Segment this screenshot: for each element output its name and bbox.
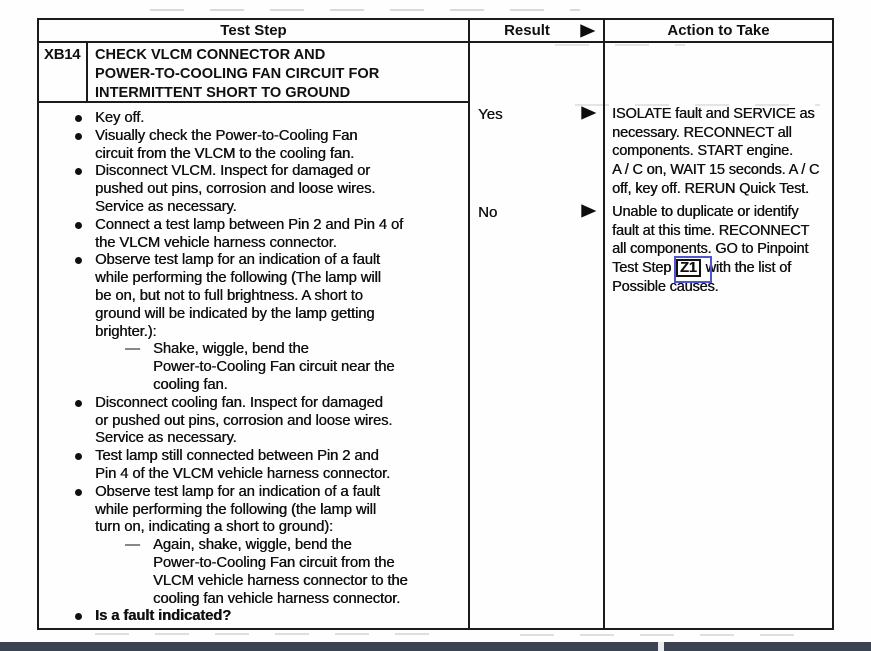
procedure-item <box>71 448 469 484</box>
test-step-title-line: POWER-TO-COOLING FAN CIRCUIT FOR <box>95 66 380 82</box>
procedure-item-text: Test lamp still connected between Pin 2 and Pin 4 of the VLCM vehicle harness connector. <box>95 448 390 482</box>
bullet-icon <box>71 163 95 216</box>
procedure-item <box>71 484 469 537</box>
column-header-test-step: Test Step <box>220 22 287 39</box>
procedure-item <box>71 252 469 341</box>
bullet-icon <box>71 395 95 448</box>
column-header-result: Result <box>504 22 550 39</box>
footer-bar <box>0 642 871 651</box>
pinpoint-test-table <box>37 18 834 630</box>
dash-icon: — <box>125 537 140 554</box>
scan-artifact <box>95 633 445 635</box>
test-step-id: XB14 <box>44 46 81 63</box>
procedure-item-text: Connect a test lamp between Pin 2 and Pin 4 of the VLCM vehicle harness connector. <box>95 216 403 251</box>
procedure-item <box>71 110 469 128</box>
result-row-yes <box>470 102 832 206</box>
step-id-divider <box>86 43 88 101</box>
action-text-no <box>612 203 832 297</box>
action-line: Unable to duplicate or identify <box>612 204 799 220</box>
bullet-icon <box>71 448 95 484</box>
test-step-title-line: INTERMITTENT SHORT TO GROUND <box>95 85 351 101</box>
bullet-icon <box>71 484 95 537</box>
procedure-item-text: Visually check the Power-to-Cooling Fan circuit from the VLCM to the cooling fan. <box>95 127 358 162</box>
bullet-icon <box>71 217 95 253</box>
action-text-yes <box>612 105 832 199</box>
procedure-item <box>71 395 469 448</box>
bullet-icon <box>71 110 95 128</box>
scan-artifact <box>520 634 810 636</box>
action-line: Possible causes. <box>612 278 719 295</box>
procedure-item-text: Observe test lamp for an indication of a fault while performing the following (the lamp will turn on, indicating a short to ground): <box>95 483 380 536</box>
action-line: off, key off. RERUN Quick Test. <box>612 180 809 197</box>
procedure-item-text: Is a fault indicated? <box>95 608 232 625</box>
procedure-item-text: Disconnect VLCM. Inspect for damaged or pushed out pins, corrosion and loose wires. Service as necessary. <box>95 163 376 215</box>
action-line: ISOLATE fault and SERVICE as <box>612 106 815 122</box>
procedure-item-text: Key off. <box>95 110 145 126</box>
result-label-no: No <box>478 204 498 221</box>
bullet-icon <box>71 252 95 341</box>
action-line: Test Step Z1 with the list of <box>612 259 832 278</box>
pinpoint-link-z1[interactable] <box>676 259 701 278</box>
test-step-title <box>95 46 465 103</box>
action-line: all components. GO to Pinpoint <box>612 241 809 258</box>
procedure-item-text: Observe test lamp for an indication of a fault while performing the following (The lamp will be on, but not to full brightness. A short to ground will be indicated by the lamp getting brighter.): <box>95 252 381 340</box>
bullet-icon <box>71 128 95 164</box>
dash-icon: — <box>125 341 140 358</box>
result-arrow-icon: ▶ <box>581 200 597 221</box>
procedure-item <box>71 128 469 164</box>
action-line: components. START engine. <box>612 143 793 160</box>
header-arrow-icon: ▶ <box>580 20 596 41</box>
procedure-subitem-text: Shake, wiggle, bend the Power-to-Cooling Fan circuit near the cooling fan. <box>153 341 395 393</box>
procedure-item <box>71 217 469 253</box>
bullet-icon <box>71 608 95 626</box>
action-line: A / C on, WAIT 15 seconds. A / C <box>612 162 820 179</box>
procedure-list <box>71 110 469 626</box>
header-row-divider <box>39 41 832 43</box>
procedure-subitem <box>71 537 469 608</box>
action-line: necessary. RECONNECT all <box>612 124 792 141</box>
test-step-title-line: CHECK VLCM CONNECTOR AND <box>95 47 326 63</box>
procedure-item <box>71 163 469 216</box>
result-label-yes: Yes <box>478 106 503 123</box>
procedure-subitem <box>71 341 469 394</box>
scan-artifact <box>150 9 580 11</box>
procedure-item <box>71 608 469 626</box>
procedure-item-text: Disconnect cooling fan. Inspect for damaged or pushed out pins, corrosion and loose wires. Service as necessary. <box>95 394 393 447</box>
procedure-subitem-text: Again, shake, wiggle, bend the Power-to-Cooling Fan circuit from the VLCM vehicle harness connector to the cooling fan vehicle harness connector. <box>153 537 408 607</box>
column-header-action: Action to Take <box>667 22 770 39</box>
footer-bar-gap <box>658 642 664 651</box>
result-arrow-icon: ▶ <box>581 102 597 123</box>
action-line: fault at this time. RECONNECT <box>612 222 810 239</box>
pinpoint-link-label: Z1 <box>676 259 701 277</box>
result-row-no <box>470 200 832 304</box>
